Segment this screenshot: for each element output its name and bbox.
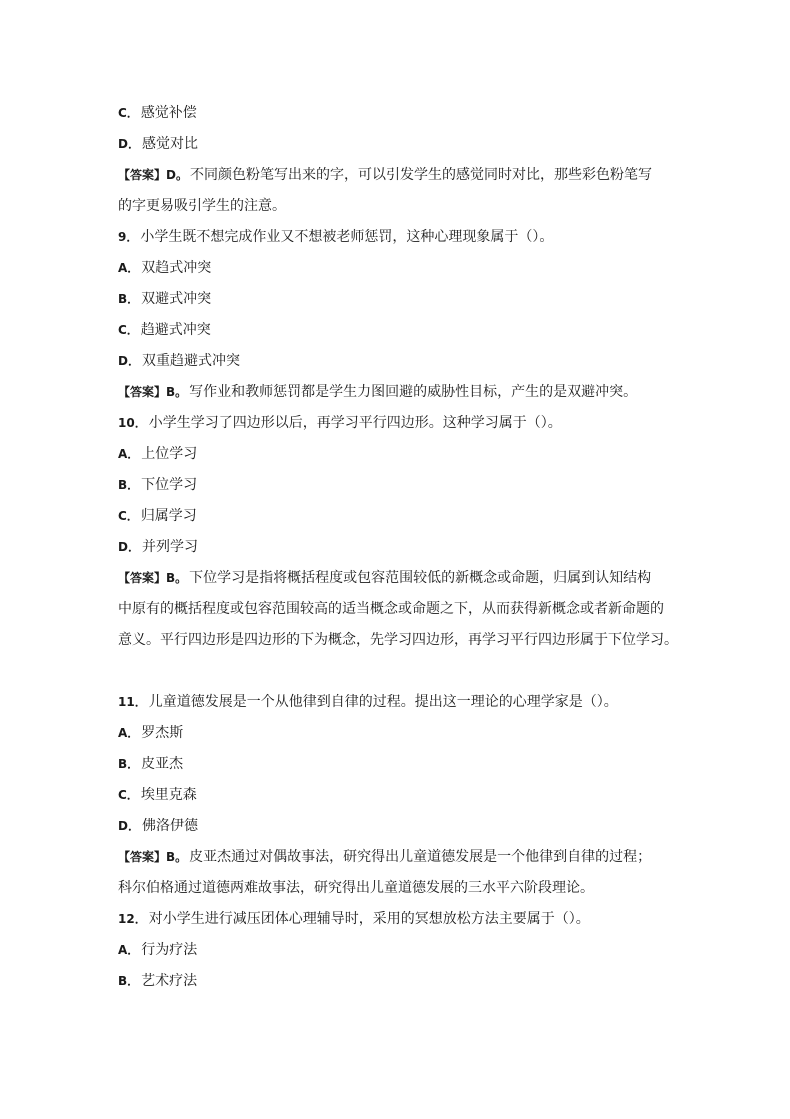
option-label: A．: [118, 447, 140, 461]
option-label: D．: [118, 540, 140, 554]
option-line: [118, 532, 698, 563]
question-line: [118, 222, 698, 253]
text-text: 中原有的概括程度或包容范围较高的适当概念或命题之下，从而获得新概念或者新命题的: [118, 601, 664, 617]
option-text: 并列学习: [141, 539, 198, 555]
question-label: 10．: [118, 416, 147, 430]
option-label: C．: [118, 788, 139, 802]
option-line: [118, 966, 698, 997]
question-line: [118, 904, 698, 935]
option-label: A．: [118, 726, 140, 740]
question-text: 儿童道德发展是一个从他律到自律的过程。提出这一理论的心理学家是（）。: [148, 694, 618, 710]
option-text: 行为疗法: [141, 942, 198, 958]
text-line: [118, 625, 698, 656]
option-text: 佛洛伊德: [141, 818, 198, 834]
text-line: [118, 191, 698, 222]
option-text: 上位学习: [141, 446, 198, 462]
option-text: 罗杰斯: [141, 725, 184, 741]
option-line: [118, 315, 698, 346]
question-text: 对小学生进行减压团体心理辅导时，采用的冥想放松方法主要属于（）。: [148, 911, 590, 927]
option-line: [118, 749, 698, 780]
option-label: C．: [118, 106, 139, 120]
option-label: B．: [118, 478, 140, 492]
option-text: 双趋式冲突: [141, 260, 212, 276]
option-text: 归属学习: [140, 508, 197, 524]
option-line: [118, 718, 698, 749]
option-text: 感觉对比: [141, 136, 198, 152]
text-text: 科尔伯格通过道德两难故事法，研究得出儿童道德发展的三水平六阶段理论。: [118, 880, 594, 896]
answer-text: 写作业和教师惩罚都是学生力图回避的威胁性目标，产生的是双避冲突。: [189, 384, 638, 400]
option-line: [118, 439, 698, 470]
option-line: [118, 501, 698, 532]
question-label: 9．: [118, 230, 139, 244]
option-text: 趋避式冲突: [140, 322, 211, 338]
question-text: 小学生学习了四边形以后，再学习平行四边形。这种学习属于（）。: [148, 415, 562, 431]
option-label: B．: [118, 757, 140, 771]
option-line: [118, 470, 698, 501]
option-text: 艺术疗法: [141, 973, 198, 989]
option-text: 埃里克森: [140, 787, 197, 803]
question-label: 11．: [118, 695, 147, 709]
text-line: [118, 594, 698, 625]
answer-line: [118, 842, 698, 873]
question-line: [118, 687, 698, 718]
answer-label: 【答案】D。: [118, 168, 188, 182]
option-label: D．: [118, 137, 140, 151]
option-line: [118, 98, 698, 129]
option-label: C．: [118, 509, 139, 523]
document-page: [118, 98, 698, 997]
option-label: A．: [118, 261, 140, 275]
option-label: D．: [118, 819, 140, 833]
answer-label: 【答案】B。: [118, 385, 188, 399]
text-line: [118, 873, 698, 904]
option-line: [118, 780, 698, 811]
blank-line: [118, 656, 698, 687]
answer-text: 不同颜色粉笔写出来的字，可以引发学生的感觉同时对比，那些彩色粉笔写: [189, 167, 652, 183]
option-line: [118, 346, 698, 377]
question-line: [118, 408, 698, 439]
option-text: 双重趋避式冲突: [141, 353, 240, 369]
answer-label: 【答案】B。: [118, 850, 188, 864]
option-line: [118, 811, 698, 842]
answer-text: 下位学习是指将概括程度或包容范围较低的新概念或命题，归属到认知结构: [189, 570, 652, 586]
option-text: 皮亚杰: [141, 756, 184, 772]
option-line: [118, 284, 698, 315]
option-text: 下位学习: [141, 477, 198, 493]
option-label: B．: [118, 292, 140, 306]
question-label: 12．: [118, 912, 147, 926]
option-text: 感觉补偿: [140, 105, 197, 121]
option-line: [118, 253, 698, 284]
option-line: [118, 129, 698, 160]
option-label: C．: [118, 323, 139, 337]
option-line: [118, 935, 698, 966]
text-text: 意义。平行四边形是四边形的下为概念，先学习四边形，再学习平行四边形属于下位学习。: [118, 632, 678, 648]
answer-label: 【答案】B。: [118, 571, 188, 585]
option-label: D．: [118, 354, 140, 368]
question-text: 小学生既不想完成作业又不想被老师惩罚，这种心理现象属于（）。: [140, 229, 554, 245]
text-text: 的字更易吸引学生的注意。: [118, 198, 286, 214]
answer-line: [118, 377, 698, 408]
answer-text: 皮亚杰通过对偶故事法，研究得出儿童道德发展是一个他律到自律的过程；: [189, 849, 652, 865]
answer-line: [118, 563, 698, 594]
option-text: 双避式冲突: [141, 291, 212, 307]
option-label: B．: [118, 974, 140, 988]
answer-line: [118, 160, 698, 191]
option-label: A．: [118, 943, 140, 957]
